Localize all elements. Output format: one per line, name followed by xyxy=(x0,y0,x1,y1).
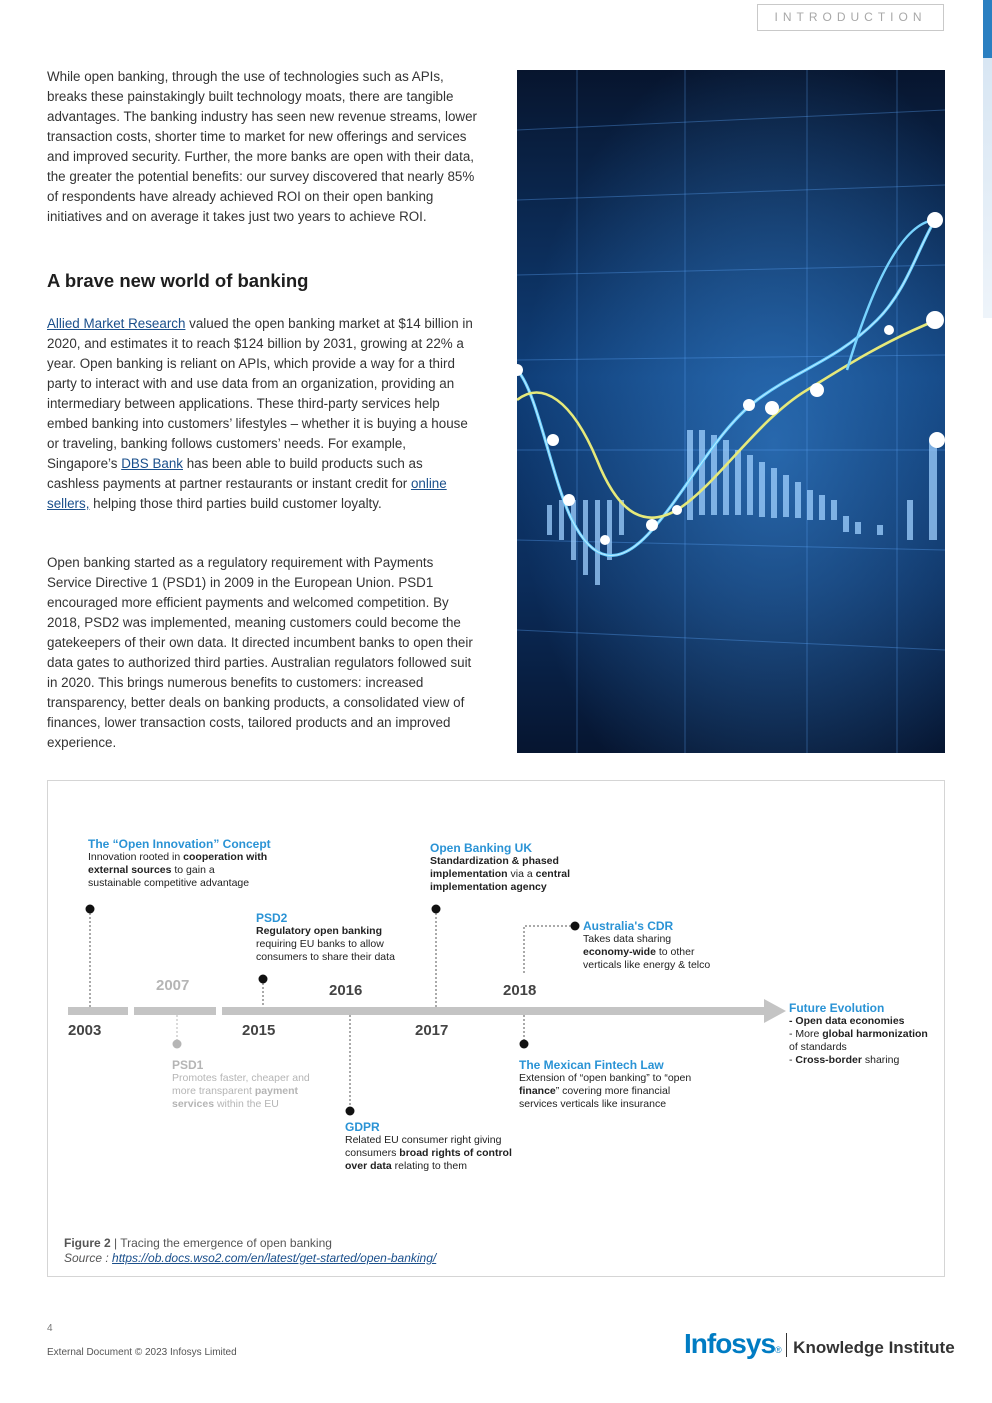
infosys-logo xyxy=(684,1328,955,1362)
event-desc-line: - Open data economies xyxy=(789,1015,905,1027)
event-future-evolution xyxy=(789,1001,928,1067)
regulation-paragraph: Open banking started as a regulatory requirement with Payments Service Directive 1 (PSD1) in 2009 in the European Union. PSD1 encouraged more efficient payments and welcomed competition. By 2018, PSD2 was implemented, meaning customers could become the gatekeepers of their own data. It directed incumbent banks to open their data gates to authorized third parties. Australian regulators followed suit in 2020. This brings numerous benefits to customers: increased transparency, better deals on banking products, a consolidated view of finances, lower transaction costs, tailored products and an improved experience. xyxy=(47,555,473,750)
event-desc-line: economy-wide to other xyxy=(583,946,695,958)
event-desc-line: over data relating to them xyxy=(345,1160,467,1172)
event-desc-line: Standardization & phased xyxy=(430,855,559,867)
event-desc-line: finance” covering more financial xyxy=(519,1085,671,1097)
figure-source-link[interactable]: https://ob.docs.wso2.com/en/latest/get-started/open-banking/ xyxy=(112,1251,437,1265)
event-desc-line: consumers to share their data xyxy=(256,951,395,963)
financial-chart-photo xyxy=(517,70,945,753)
logo-registered-mark: ® xyxy=(775,1345,782,1355)
online-sellers-link[interactable]: online sellers, xyxy=(47,476,447,511)
event-desc-line: Takes data sharing xyxy=(583,933,672,945)
event-desc-line: of standards xyxy=(789,1041,847,1053)
event-desc-line: more transparent payment xyxy=(172,1085,299,1097)
event-desc-line: services within the EU xyxy=(172,1098,279,1110)
year-2007: 2007 xyxy=(156,977,190,994)
event-desc-line: requiring EU banks to allow xyxy=(256,938,384,950)
figure-source: Source : https://ob.docs.wso2.com/en/latest/get-started/open-banking/ xyxy=(64,1251,437,1265)
event-title: Future Evolution xyxy=(789,1001,885,1015)
market-text-3: helping those third parties build customer loyalty. xyxy=(89,496,382,511)
logo-knowledge-institute: Knowledge Institute xyxy=(793,1338,955,1357)
event-desc-line: services verticals like insurance xyxy=(519,1098,667,1110)
edge-accent-fade xyxy=(983,58,992,318)
section-heading: A brave new world of banking xyxy=(47,270,309,291)
event-mexican-fintech-law xyxy=(519,1058,691,1111)
event-australia-cdr xyxy=(583,919,710,972)
logo-separator xyxy=(786,1333,788,1357)
edge-accent-bar xyxy=(983,0,992,58)
market-text-1: valued the open banking market at $14 billion in 2020, and estimates it to reach $124 billion by 2031, growing at 22% a year. Open banking is reliant on APIs, which provide a way for a third party to interact with and use data from an organization, providing an intermediary between applications. These third-party services help embed banking into customers’ lifestyles – whether it is buying a house or traveling, banking follows customers’ needs. For example, Singapore’s xyxy=(47,316,473,471)
timeline-figure xyxy=(47,780,945,1277)
footer-copyright: External Document © 2023 Infosys Limited xyxy=(47,1347,237,1358)
event-title: Australia's CDR xyxy=(583,919,674,933)
event-title: The “Open Innovation” Concept xyxy=(88,837,271,851)
year-2018: 2018 xyxy=(503,982,537,999)
event-desc-line: - More global harmonization xyxy=(789,1028,928,1040)
event-title: PSD2 xyxy=(256,911,288,925)
market-paragraph xyxy=(47,314,477,514)
event-desc-line: verticals like energy & telco xyxy=(583,959,711,971)
event-gdpr xyxy=(345,1120,512,1173)
event-desc-line: external sources to gain a xyxy=(88,864,215,876)
page-number: 4 xyxy=(47,1323,53,1334)
event-open-banking-uk xyxy=(430,841,570,894)
event-open-innovation xyxy=(88,837,271,890)
dbs-bank-link[interactable]: DBS Bank xyxy=(121,456,183,471)
event-psd1 xyxy=(172,1058,310,1111)
event-desc-line: implementation agency xyxy=(430,881,547,893)
event-desc-line: Extension of “open banking” to “open xyxy=(519,1072,692,1084)
intro-paragraph: While open banking, through the use of technologies such as APIs, breaks these painstakingly built technology moats, there are tangible advantages. The banking industry has seen new revenue streams, lower transaction costs, shorter time to market for new offerings and services and improved security. Further, the more banks are open with their data, the greater the potential benefits: our survey discovered that nearly 85% of respondents have already achieved ROI on their open banking initiatives and on average it takes just two years to achieve ROI. xyxy=(47,69,477,224)
allied-market-research-link[interactable]: Allied Market Research xyxy=(47,316,186,331)
event-title: GDPR xyxy=(345,1120,380,1134)
event-desc-line: Regulatory open banking xyxy=(256,925,383,937)
section-tab: INTRODUCTION xyxy=(757,4,944,31)
event-title: PSD1 xyxy=(172,1058,204,1072)
year-2016: 2016 xyxy=(329,982,363,999)
logo-brand: Infosys xyxy=(684,1328,776,1359)
event-title: Open Banking UK xyxy=(430,841,533,855)
event-desc-line: consumers broad rights of control xyxy=(345,1147,512,1159)
year-2015: 2015 xyxy=(242,1022,276,1039)
year-2017: 2017 xyxy=(415,1022,449,1039)
timeline-canvas xyxy=(48,781,944,1221)
event-title: The Mexican Fintech Law xyxy=(519,1058,664,1072)
event-desc-line: sustainable competitive advantage xyxy=(88,877,250,889)
event-desc-line: Innovation rooted in cooperation with xyxy=(88,851,268,863)
year-2003: 2003 xyxy=(68,1022,102,1039)
event-desc-line: implementation via a central xyxy=(430,868,571,880)
event-psd2 xyxy=(256,911,395,964)
event-desc-line: Promotes faster, cheaper and xyxy=(172,1072,310,1084)
figure-caption: Figure 2 | Tracing the emergence of open banking xyxy=(64,1236,332,1250)
market-text-2: has been able to build products such as cashless payments at partner restaurants or instant credit for xyxy=(47,456,423,491)
event-desc-line: - Cross-border sharing xyxy=(789,1054,900,1066)
event-desc-line: Related EU consumer right giving xyxy=(345,1134,502,1146)
